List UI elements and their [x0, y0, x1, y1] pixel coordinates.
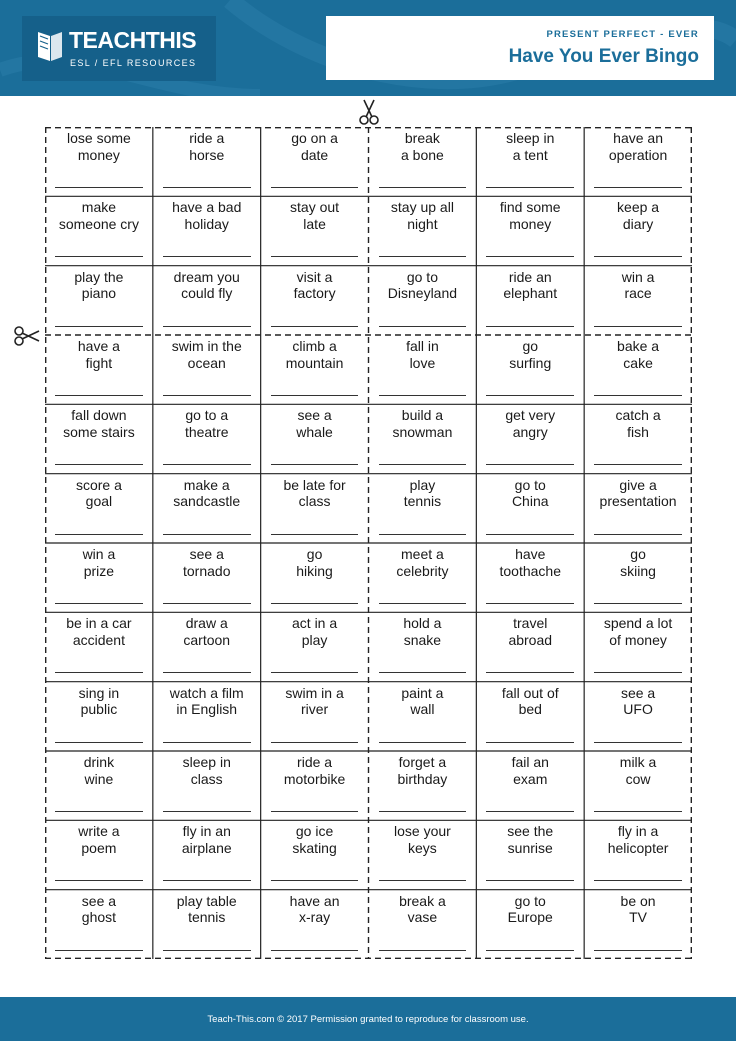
bingo-cell — [45, 890, 153, 959]
bingo-cell — [369, 890, 477, 959]
bingo-cell-label: win a prize — [82, 546, 116, 579]
bingo-cell-label: fall out of bed — [501, 684, 559, 718]
bingo-cell-label: lose some money — [67, 130, 131, 163]
bingo-cell — [584, 335, 692, 404]
bingo-cell-label: go hiking — [296, 546, 333, 579]
bingo-cell-label: make a sandcastle — [173, 476, 241, 510]
answer-line — [486, 950, 574, 951]
answer-line — [163, 672, 251, 673]
bingo-cell-label: play table tennis — [176, 892, 237, 926]
answer-line — [594, 742, 682, 743]
bingo-cell — [261, 682, 369, 751]
answer-line — [271, 880, 359, 881]
bingo-cell-label: fall in love — [406, 338, 439, 371]
bingo-cell — [261, 820, 369, 889]
bingo-cell-label: play tennis — [403, 476, 442, 510]
answer-line — [379, 464, 467, 465]
answer-line — [271, 326, 359, 327]
answer-line — [379, 672, 467, 673]
answer-line — [379, 326, 467, 327]
bingo-cell-label: ride a horse — [189, 130, 225, 163]
answer-line — [271, 811, 359, 812]
bingo-cell — [369, 404, 477, 473]
bingo-cell — [153, 127, 261, 196]
answer-line — [486, 256, 574, 257]
bingo-cell-label: go to Disneyland — [387, 268, 458, 302]
bingo-cell-label: have an x-ray — [289, 892, 340, 926]
bingo-cell — [476, 404, 584, 473]
logo-title: TEACHTHIS — [69, 27, 197, 53]
bingo-cell — [584, 266, 692, 335]
bingo-cell-label: see a ghost — [81, 892, 117, 926]
bingo-cell — [261, 266, 369, 335]
answer-line — [55, 603, 143, 604]
bingo-cell-label: drink wine — [83, 754, 115, 787]
bingo-cell — [153, 196, 261, 265]
bingo-cell — [476, 335, 584, 404]
bingo-cell — [584, 751, 692, 820]
bingo-cell — [476, 127, 584, 196]
footer-copyright: Teach-This.com © 2017 Permission granted to reproduce for classroom use. — [207, 1014, 529, 1025]
bingo-cell — [45, 474, 153, 543]
bingo-cell — [584, 820, 692, 889]
bingo-cell — [45, 682, 153, 751]
title-box — [326, 16, 714, 80]
worksheet-subtitle: PRESENT PERFECT - EVER — [546, 29, 699, 40]
bingo-cell-label: keep a diary — [617, 199, 660, 232]
answer-line — [163, 395, 251, 396]
bingo-cell — [584, 890, 692, 959]
bingo-cell-label: stay out late — [290, 199, 340, 232]
bingo-cell — [153, 543, 261, 612]
answer-line — [486, 395, 574, 396]
bingo-cell — [153, 474, 261, 543]
bingo-cell — [261, 543, 369, 612]
bingo-cell-label: ride an elephant — [503, 268, 558, 302]
bingo-cell-label: dream you could fly — [173, 268, 240, 302]
bingo-cell — [45, 196, 153, 265]
header-banner — [0, 0, 736, 96]
bingo-cell-label: have a bad holiday — [172, 199, 242, 232]
answer-line — [594, 880, 682, 881]
bingo-cell — [369, 266, 477, 335]
bingo-cell — [261, 890, 369, 959]
bingo-cell-label: sleep in class — [182, 754, 231, 787]
answer-line — [486, 811, 574, 812]
bingo-cell-label: watch a film in English — [169, 684, 244, 718]
answer-line — [594, 950, 682, 951]
bingo-cell-label: go to Europe — [507, 892, 553, 926]
answer-line — [55, 534, 143, 535]
bingo-cell — [369, 127, 477, 196]
answer-line — [594, 811, 682, 812]
answer-line — [55, 464, 143, 465]
answer-line — [163, 811, 251, 812]
bingo-cell — [369, 196, 477, 265]
bingo-cell-label: climb a mountain — [285, 338, 344, 371]
bingo-cell-label: paint a wall — [401, 684, 444, 718]
answer-line — [55, 326, 143, 327]
answer-line — [486, 603, 574, 604]
bingo-cell-label: milk a cow — [619, 754, 657, 787]
bingo-cell-label: go skiing — [620, 546, 656, 579]
book-logo-icon — [35, 28, 65, 64]
answer-line — [55, 950, 143, 951]
answer-line — [594, 464, 682, 465]
bingo-cell — [584, 404, 692, 473]
bingo-cell-label: have an operation — [608, 130, 668, 163]
answer-line — [163, 256, 251, 257]
answer-line — [55, 672, 143, 673]
bingo-cell — [153, 820, 261, 889]
bingo-cell — [153, 890, 261, 959]
answer-line — [379, 395, 467, 396]
bingo-cell-label: swim in a river — [285, 684, 344, 718]
bingo-cell — [369, 751, 477, 820]
bingo-cell — [153, 266, 261, 335]
answer-line — [55, 395, 143, 396]
bingo-cell-label: fall down some stairs — [63, 407, 135, 440]
bingo-cell — [153, 404, 261, 473]
bingo-cell — [369, 612, 477, 681]
bingo-cell — [476, 612, 584, 681]
answer-line — [594, 603, 682, 604]
answer-line — [486, 742, 574, 743]
answer-line — [163, 534, 251, 535]
bingo-cell — [261, 127, 369, 196]
bingo-cell-label: bake a cake — [617, 338, 660, 371]
bingo-cell — [476, 266, 584, 335]
answer-line — [486, 187, 574, 188]
bingo-cell-label: travel abroad — [508, 615, 553, 648]
bingo-cell — [153, 751, 261, 820]
answer-line — [594, 256, 682, 257]
footer — [0, 997, 736, 1041]
answer-line — [163, 950, 251, 951]
bingo-cell — [261, 474, 369, 543]
bingo-cell — [476, 682, 584, 751]
answer-line — [271, 603, 359, 604]
bingo-cell — [476, 474, 584, 543]
answer-line — [271, 950, 359, 951]
answer-line — [379, 880, 467, 881]
answer-line — [379, 187, 467, 188]
bingo-grid — [45, 127, 692, 959]
answer-line — [163, 187, 251, 188]
bingo-cell-label: see a whale — [296, 407, 333, 440]
bingo-cell-label: have a fight — [77, 338, 120, 371]
bingo-cell-label: have toothache — [499, 546, 561, 579]
bingo-cell — [45, 404, 153, 473]
bingo-cell-label: be in a car accident — [66, 615, 132, 648]
bingo-cell-label: meet a celebrity — [396, 546, 449, 579]
bingo-cell — [45, 543, 153, 612]
bingo-cell — [45, 127, 153, 196]
answer-line — [594, 672, 682, 673]
bingo-cell-label: visit a factory — [293, 268, 336, 302]
bingo-cell-label: go surfing — [509, 338, 552, 371]
bingo-cell — [45, 335, 153, 404]
answer-line — [55, 256, 143, 257]
answer-line — [379, 534, 467, 535]
bingo-cell — [476, 751, 584, 820]
scissors-icon — [13, 325, 41, 347]
bingo-cell-label: break a bone — [401, 130, 444, 163]
bingo-cell-label: fail an exam — [511, 754, 549, 787]
bingo-cell-label: stay up all night — [390, 199, 454, 232]
bingo-cell-label: act in a play — [292, 615, 338, 648]
bingo-cell-label: make someone cry — [58, 199, 139, 232]
bingo-cell-label: play the piano — [74, 268, 124, 302]
bingo-cell — [261, 404, 369, 473]
answer-line — [379, 256, 467, 257]
bingo-cell-label: see a UFO — [620, 684, 656, 718]
bingo-cell-label: fly in a helicopter — [607, 823, 669, 856]
answer-line — [379, 603, 467, 604]
worksheet-title: Have You Ever Bingo — [508, 46, 699, 67]
answer-line — [55, 811, 143, 812]
bingo-cell-label: find some money — [499, 199, 561, 232]
bingo-cell-label: be on TV — [620, 892, 656, 926]
bingo-cell-label: fly in an airplane — [181, 823, 232, 856]
bingo-cell-label: give a presentation — [599, 476, 677, 510]
bingo-cell — [476, 196, 584, 265]
bingo-cell-label: swim in the ocean — [171, 338, 242, 371]
bingo-cell-label: build a snowman — [392, 407, 453, 440]
bingo-cell-label: go ice skating — [292, 823, 337, 856]
bingo-cell-label: sing in public — [78, 684, 120, 718]
answer-line — [271, 464, 359, 465]
answer-line — [271, 742, 359, 743]
answer-line — [379, 950, 467, 951]
bingo-cell — [153, 335, 261, 404]
answer-line — [594, 534, 682, 535]
bingo-cell — [45, 266, 153, 335]
answer-line — [271, 395, 359, 396]
answer-line — [163, 464, 251, 465]
answer-line — [55, 742, 143, 743]
answer-line — [163, 880, 251, 881]
answer-line — [486, 464, 574, 465]
answer-line — [486, 672, 574, 673]
answer-line — [594, 326, 682, 327]
bingo-cell — [369, 335, 477, 404]
bingo-cell — [45, 820, 153, 889]
answer-line — [486, 534, 574, 535]
bingo-cell — [45, 751, 153, 820]
bingo-cell-label: go on a date — [291, 130, 338, 163]
bingo-cell-label: win a race — [621, 268, 655, 302]
answer-line — [271, 672, 359, 673]
answer-line — [379, 811, 467, 812]
logo — [22, 16, 216, 81]
bingo-cell-label: get very angry — [505, 407, 556, 440]
answer-line — [594, 187, 682, 188]
bingo-cell — [261, 335, 369, 404]
answer-line — [163, 742, 251, 743]
bingo-cell — [261, 612, 369, 681]
bingo-cell-label: see a tornado — [183, 546, 231, 579]
bingo-cell — [369, 820, 477, 889]
bingo-cell-label: forget a birthday — [397, 754, 448, 787]
answer-line — [271, 187, 359, 188]
answer-line — [163, 326, 251, 327]
bingo-cell-label: ride a motorbike — [283, 754, 346, 787]
bingo-cell-label: break a vase — [399, 892, 446, 926]
bingo-cell-label: go to a theatre — [184, 407, 229, 440]
bingo-cell — [584, 682, 692, 751]
logo-subtitle: ESL / EFL RESOURCES — [70, 58, 197, 68]
bingo-cell-label: draw a cartoon — [183, 615, 231, 648]
bingo-cell — [261, 196, 369, 265]
bingo-cell — [584, 196, 692, 265]
bingo-cell — [153, 682, 261, 751]
bingo-cell — [369, 474, 477, 543]
bingo-cell — [584, 127, 692, 196]
bingo-cell — [369, 543, 477, 612]
bingo-cell-label: see the sunrise — [507, 823, 554, 856]
answer-line — [55, 880, 143, 881]
answer-line — [486, 880, 574, 881]
answer-line — [163, 603, 251, 604]
bingo-cell-label: go to China — [511, 476, 549, 510]
answer-line — [594, 395, 682, 396]
answer-line — [379, 742, 467, 743]
answer-line — [55, 187, 143, 188]
bingo-cell-label: sleep in a tent — [506, 130, 555, 163]
bingo-cell — [369, 682, 477, 751]
bingo-cell — [476, 543, 584, 612]
answer-line — [271, 256, 359, 257]
bingo-cell — [476, 890, 584, 959]
bingo-cell-label: score a goal — [75, 476, 122, 510]
bingo-cell-label: be late for class — [283, 476, 346, 510]
bingo-cell — [584, 474, 692, 543]
answer-line — [271, 534, 359, 535]
bingo-cell — [45, 612, 153, 681]
bingo-cell — [584, 612, 692, 681]
answer-line — [486, 326, 574, 327]
bingo-cell-label: write a poem — [78, 823, 120, 856]
bingo-cell — [261, 751, 369, 820]
scissors-icon — [358, 98, 380, 126]
bingo-cell-label: catch a fish — [615, 407, 661, 440]
bingo-cell-label: hold a snake — [403, 615, 442, 648]
bingo-cell-label: lose your keys — [394, 823, 451, 856]
bingo-cell — [584, 543, 692, 612]
bingo-cell — [153, 612, 261, 681]
bingo-cell-label: spend a lot of money — [603, 615, 673, 648]
bingo-cell — [476, 820, 584, 889]
